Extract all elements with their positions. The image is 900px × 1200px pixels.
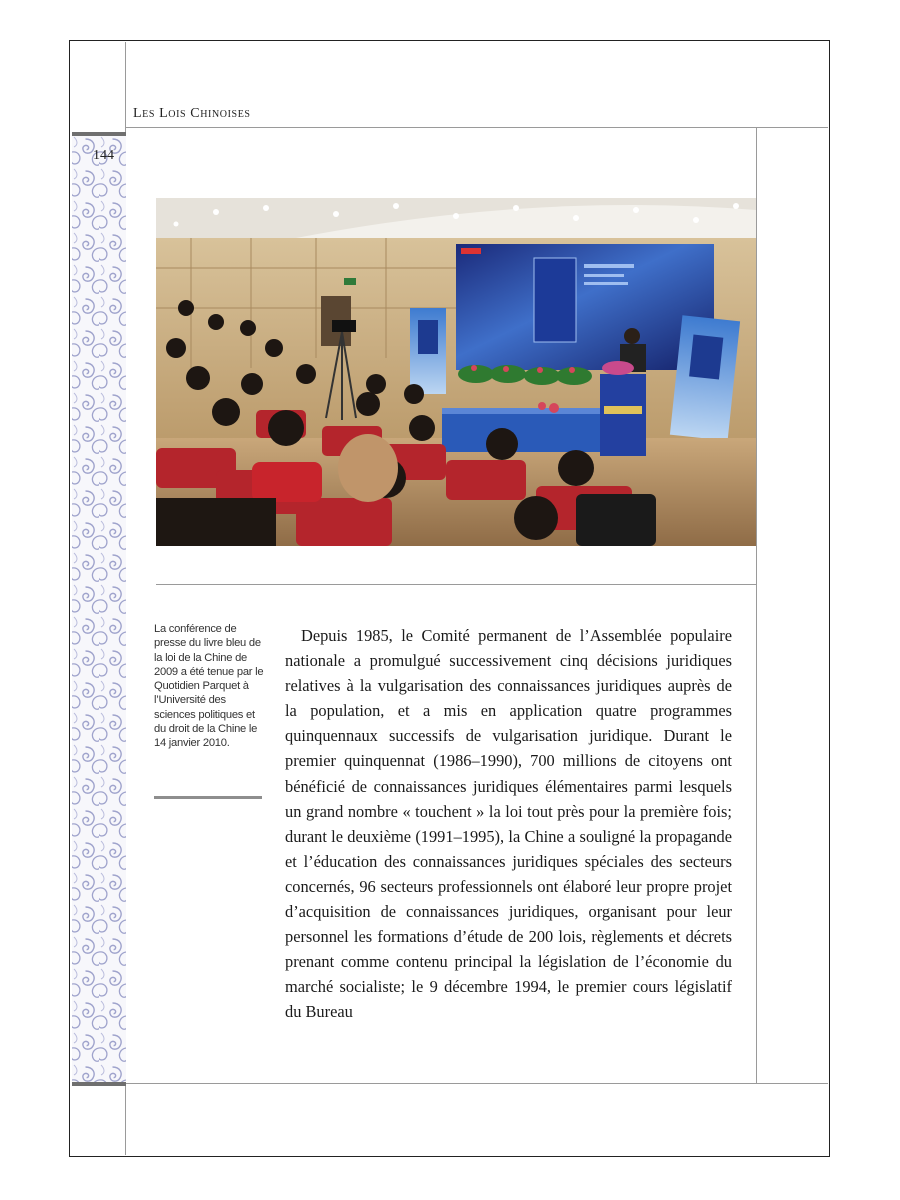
figure-rule [156, 584, 756, 585]
conference-photo [156, 198, 756, 546]
strip-bottom-cap [72, 1082, 126, 1086]
right-margin-rule [756, 127, 757, 1083]
body-paragraph: Depuis 1985, le Comité permanent de l’Assemblée populaire nationale a promulgué successivement cinq décisions juridiques relatives à la vulgarisation des connaissances juridiques auprès de la population, et a mis en application quatre programmes quinquennaux successifs de vulgarisation juridique. Durant le premier quinquennat (1986–1990), 700 millions de citoyens ont bénéficié de connaissances juridiques élémentaires parmi lesquels un grand nombre « touchent » la loi tout près pour la première fois; durant le deuxième (1991–1995), la Chine a souligné la propagande et l’éducation des connaissances juridiques spéciales des secteurs concernés, 96 secteurs professionnels ont élaboré leur propre projet d’acquisition de connaissances juridiques, organisant pour leur personnel les formations d’étude de 200 lois, règlements et décrets prenant comme contenu principal la législation de l’économie du marché socialiste; le 9 décembre 1994, le premier cours législatif du Bureau [285, 626, 732, 1022]
figure-caption: La conférence de presse du livre bleu de la loi de la Chine de 2009 a été tenue par le Quotidien Parquet à l’Université des sciences politiques et du droit de la Chine le 14 janvier 2010. [154, 623, 264, 750]
caption-rule [154, 796, 262, 799]
header-rule [126, 127, 828, 128]
swirl-pattern-icon [72, 136, 126, 1082]
page-number: 144 [93, 148, 114, 163]
body-text [285, 623, 732, 1025]
running-title: Les Lois Chinoises [133, 106, 251, 121]
footer-rule [126, 1083, 828, 1084]
